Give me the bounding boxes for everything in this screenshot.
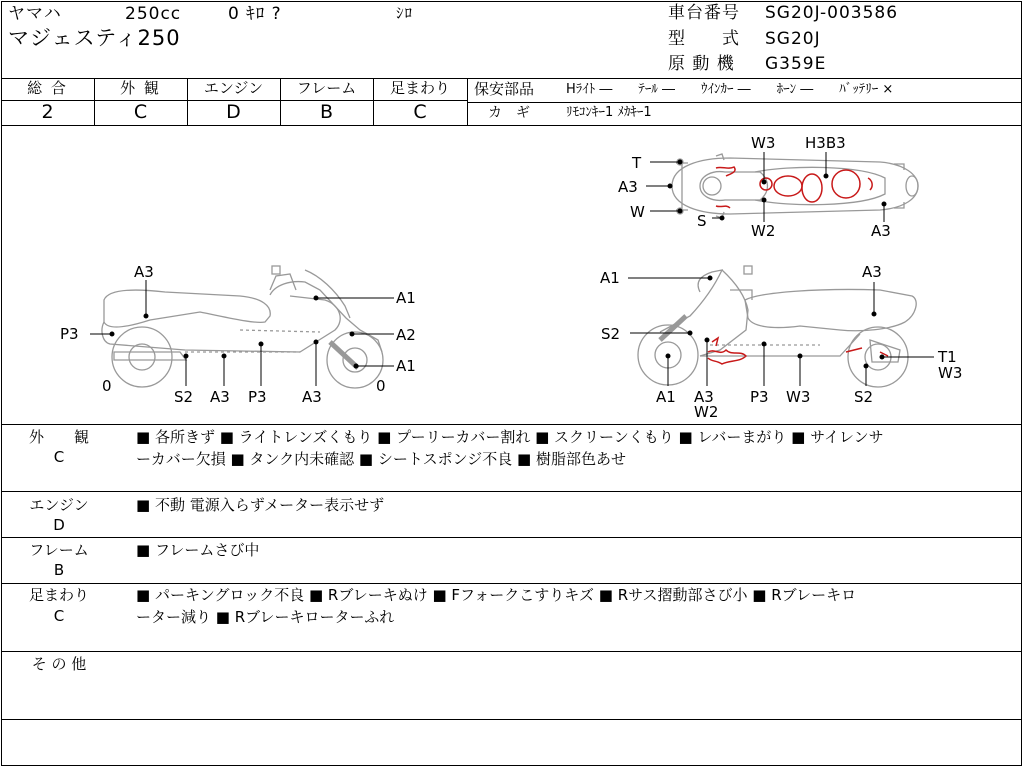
section-rule (1, 651, 1022, 652)
engine-label: 原 動 機 (668, 54, 735, 74)
section-rule (1, 537, 1022, 538)
safety-items: Hﾗｲﾄ ― ﾃｰﾙ ― ｳｲﾝｶｰ ― ﾎｰﾝ ― ﾊﾞｯﾃﾘｰ × (566, 82, 894, 97)
label-right-w3: W3 (938, 364, 963, 382)
type-value: SG20J (765, 29, 821, 49)
grade-suspension-value: C (413, 101, 427, 123)
label-left-p3: P3 (60, 325, 79, 343)
label-right-a1: A1 (600, 269, 620, 287)
label-left-a3-bottom: A3 (210, 388, 230, 406)
damage-marks (708, 167, 888, 364)
frame-section-label: フレーム (29, 541, 89, 559)
label-left-a1-lower: A1 (396, 357, 416, 375)
chassis-label: 車台番号 (668, 3, 740, 23)
type-label: 型 式 (668, 29, 740, 49)
displacement: 250cc (125, 4, 182, 24)
label-top-w: W (630, 203, 645, 221)
grade-exterior-value: C (133, 101, 148, 123)
label-right-a3-bottom: A3 (694, 388, 714, 406)
chassis-value: SG20J-003586 (765, 3, 899, 23)
label-top-a3-rear: A3 (871, 222, 891, 240)
label-right-s2: S2 (601, 325, 621, 343)
label-left-a3: A3 (134, 263, 154, 281)
top-view-scooter (672, 154, 918, 218)
mileage: 0 ｷﾛ ? (228, 4, 282, 24)
frame-note-line1: ■ フレームさび中 (136, 541, 260, 559)
engine-section-grade: D (53, 516, 65, 534)
label-top-a3: A3 (618, 178, 638, 196)
label-top-h3b3: H3B3 (805, 134, 846, 152)
exterior-note-line2: ーカバー欠損 ■ タンク内未確認 ■ シートスポンジ不良 ■ 樹脂部色あせ (136, 450, 627, 468)
label-left-a3-bottom2: A3 (302, 388, 322, 406)
section-rule (1, 491, 1022, 492)
left-view-scooter (102, 266, 383, 388)
label-top-w3: W3 (751, 134, 776, 152)
safety-mid-rule (467, 102, 1022, 103)
suspension-section-label: 足まわり (28, 586, 89, 604)
label-top-t: T (632, 154, 642, 172)
exterior-section-grade: C (53, 448, 65, 466)
grade-overall-value: 2 (41, 101, 54, 123)
label-left-zero-front: 0 (102, 377, 112, 395)
exterior-section-label: 外 観 (28, 428, 89, 446)
exterior-note-line1: ■ 各所きず ■ ライトレンズくもり ■ プーリーカバー割れ ■ スクリーンくもり ■ レバーまがり ■ サイレンサ (136, 428, 884, 446)
label-right-s2-bottom: S2 (854, 388, 874, 406)
grade-overall-label: 総 合 (27, 79, 68, 97)
label-right-p3-bottom: P3 (750, 388, 769, 406)
other-section-label: そ の 他 (31, 655, 87, 673)
grade-engine-value: D (226, 101, 241, 123)
label-left-p3-bottom: P3 (248, 388, 267, 406)
section-rule (1, 583, 1022, 584)
safety-label: 保安部品 (474, 80, 535, 98)
label-left-s2: S2 (174, 388, 194, 406)
grade-exterior-label: 外 観 (120, 79, 161, 97)
grade-frame-label: フレーム (296, 79, 357, 97)
label-right-a1-bottom: A1 (656, 388, 676, 406)
grade-divider (467, 78, 468, 125)
engine-note-line1: ■ 不動 電源入らずメーター表示せず (136, 496, 385, 514)
label-left-a1: A1 (396, 289, 416, 307)
key-value: ﾘﾓｺﾝｷｰ1 ﾒｶｷｰ1 (566, 105, 652, 120)
body-color: ｼﾛ (396, 4, 414, 22)
model-name: マジェスティ250 (8, 26, 181, 50)
engine-section-label: エンジン (29, 496, 89, 514)
label-right-w3-bottom: W3 (786, 388, 811, 406)
engine-value: G359E (765, 54, 827, 74)
label-left-a2: A2 (396, 326, 416, 344)
maker: ヤマハ (8, 4, 62, 24)
grade-frame-value: B (319, 101, 334, 123)
suspension-note-line2: ーター減り ■ Rブレーキローターふれ (136, 608, 395, 626)
label-top-s: S (697, 212, 707, 230)
frame-section-grade: B (53, 561, 65, 579)
grade-suspension-label: 足まわり (389, 79, 450, 97)
label-right-a3: A3 (862, 263, 882, 281)
key-label: カ ギ (488, 105, 530, 121)
label-top-w2: W2 (751, 222, 776, 240)
section-rule (1, 719, 1022, 720)
label-left-zero-rear: 0 (376, 377, 386, 395)
suspension-note-line1: ■ パーキングロック不良 ■ Rブレーキぬけ ■ Fフォークこすりキズ ■ Rサス摺動部さび小 ■ Rブレーキロ (136, 586, 857, 604)
grade-engine-label: エンジン (203, 79, 264, 97)
damage-diagram (0, 126, 1024, 424)
label-right-t1: T1 (938, 348, 957, 366)
suspension-section-grade: C (53, 607, 65, 625)
label-right-w2-bottom: W2 (694, 403, 719, 421)
sections-top-rule (1, 424, 1022, 425)
